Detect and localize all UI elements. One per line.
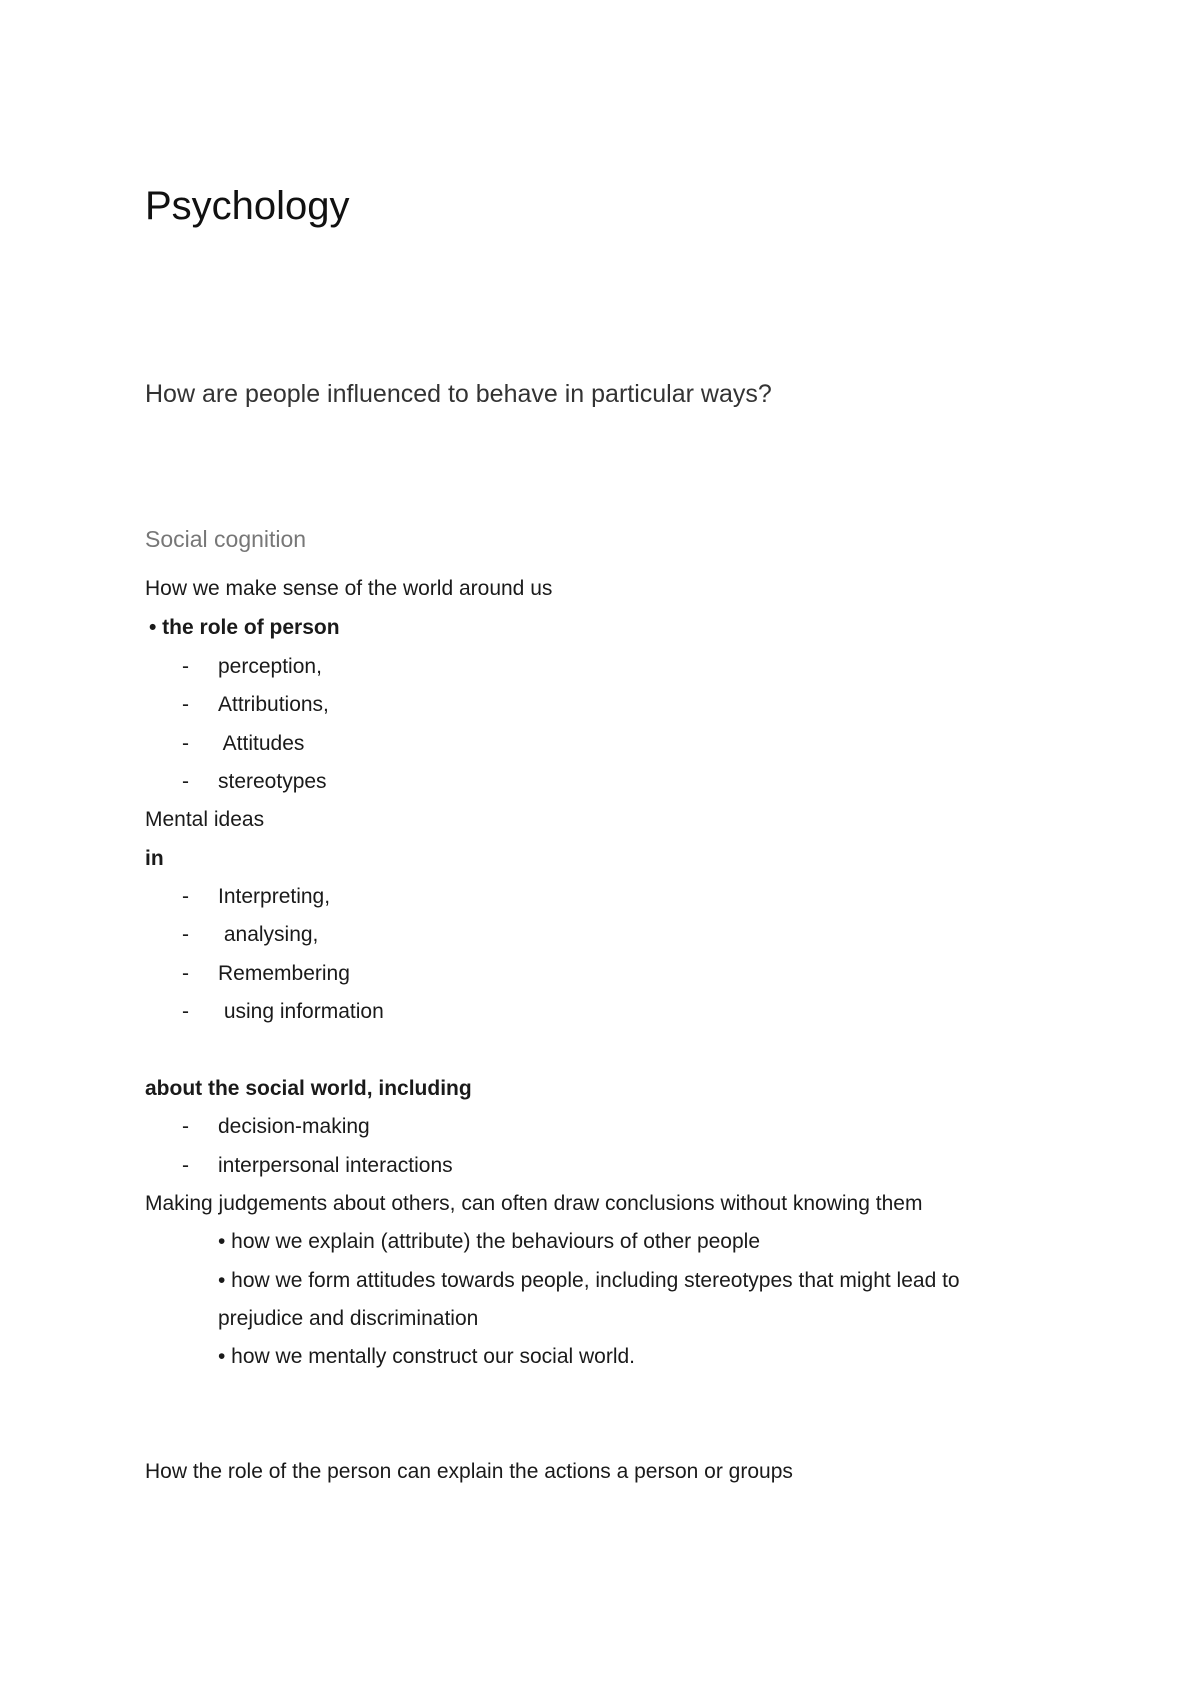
section-heading: How are people influenced to behave in particular ways? [145, 380, 772, 408]
judgements-text: Making judgements about others, can often draw conclusions without knowing them [145, 1192, 923, 1215]
list-item: decision-making [218, 1115, 370, 1138]
judgement-bullet: • how we explain (attribute) the behaviours of other people [218, 1230, 761, 1253]
judgement-bullet-continuation: prejudice and discrimination [218, 1307, 479, 1330]
dash-marker: - [182, 770, 189, 793]
in-label: in [145, 847, 164, 870]
list-item: Attitudes [218, 732, 305, 755]
dash-marker: - [182, 1154, 189, 1177]
list-item: Remembering [218, 962, 350, 985]
list-item: Interpreting, [218, 885, 331, 908]
list-item: analysing, [218, 923, 319, 946]
dash-marker: - [182, 923, 189, 946]
dash-marker: - [182, 885, 189, 908]
judgement-bullet: • how we form attitudes towards people, including stereotypes that might lead to [218, 1269, 960, 1292]
dash-marker: - [182, 1000, 189, 1023]
dash-marker: - [182, 693, 189, 716]
closing-text: How the role of the person can explain the actions a person or groups [145, 1460, 793, 1483]
dash-marker: - [182, 1115, 189, 1138]
about-label: about the social world, including [145, 1077, 472, 1100]
role-bullet: • the role of person [149, 616, 340, 639]
mental-ideas-text: Mental ideas [145, 808, 265, 831]
list-item: perception, [218, 655, 322, 678]
judgement-bullet: • how we mentally construct our social world. [218, 1345, 636, 1368]
page-title: Psychology [145, 184, 350, 228]
list-item: using information [218, 1000, 384, 1023]
dash-marker: - [182, 962, 189, 985]
list-item: Attributions, [218, 693, 329, 716]
intro-text: How we make sense of the world around us [145, 577, 553, 600]
dash-marker: - [182, 732, 189, 755]
subsection-heading: Social cognition [145, 526, 307, 552]
list-item: interpersonal interactions [218, 1154, 453, 1177]
list-item: stereotypes [218, 770, 327, 793]
dash-marker: - [182, 655, 189, 678]
